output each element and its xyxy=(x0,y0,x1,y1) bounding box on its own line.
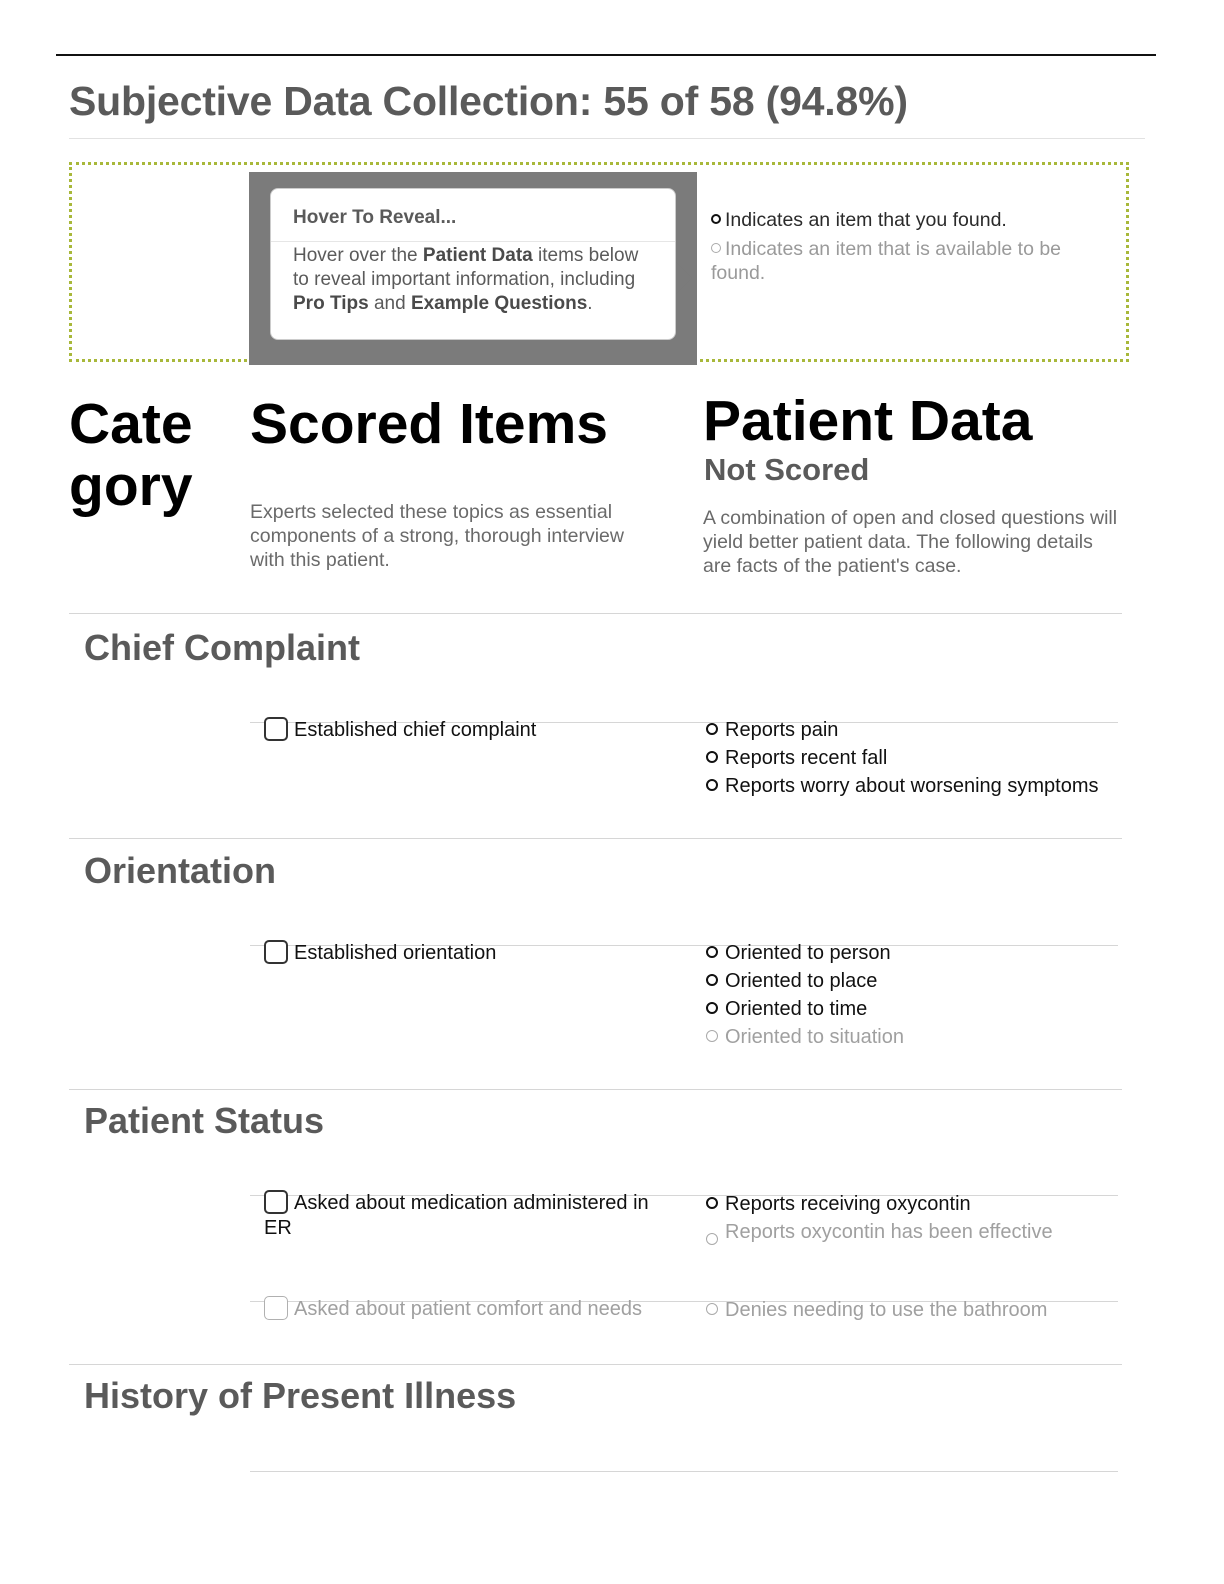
hover-tooltip-card xyxy=(270,188,676,340)
patient-data-list xyxy=(706,716,1126,800)
scored-item[interactable]: Established chief complaint xyxy=(264,718,674,743)
found-circle-icon xyxy=(706,779,718,791)
section-divider xyxy=(69,1089,1122,1090)
patient-data-item[interactable]: Oriented to person xyxy=(706,939,1126,967)
checkbox-icon[interactable] xyxy=(264,1190,288,1214)
patient-data-item[interactable]: Reports pain xyxy=(706,716,1126,744)
scored-item[interactable]: Asked about medication administered in ER xyxy=(264,1191,674,1240)
patient-data-item[interactable]: Reports receiving oxycontin xyxy=(706,1190,1126,1218)
tooltip-arrow-icon xyxy=(676,262,692,294)
found-circle-icon xyxy=(706,1197,718,1209)
section-divider xyxy=(69,613,1122,614)
patient-data-item[interactable]: Reports recent fall xyxy=(706,744,1126,772)
section-title-patient-status: Patient Status xyxy=(84,1100,325,1141)
section-title-orientation: Orientation xyxy=(84,850,277,891)
found-circle-icon xyxy=(706,946,718,958)
tooltip-body: Hover over the Patient Data items below to reveal important information, including Pro Tips and Example Questions. xyxy=(293,245,639,314)
patient-data-list xyxy=(706,1190,1126,1246)
scored-item[interactable]: Established orientation xyxy=(264,941,674,966)
patient-data-item[interactable]: Reports oxycontin has been effective xyxy=(706,1218,1126,1246)
found-circle-icon xyxy=(706,723,718,735)
patient-data-item[interactable]: Denies needing to use the bathroom xyxy=(706,1296,1126,1324)
scored-items-description: Experts selected these topics as essential components of a strong, thorough interview with this patient. xyxy=(250,501,624,571)
scored-items-header: Scored Items xyxy=(250,392,608,456)
tooltip-title: Hover To Reveal... xyxy=(293,207,457,228)
tooltip-divider xyxy=(271,241,675,242)
section-divider xyxy=(69,1364,1122,1365)
available-circle-icon xyxy=(706,1030,718,1042)
patient-data-item[interactable]: Oriented to situation xyxy=(706,1023,1126,1051)
found-circle-icon xyxy=(706,974,718,986)
patient-data-description: A combination of open and closed questions will yield better patient data. The following details are facts of the patient's case. xyxy=(703,507,1118,577)
section-divider xyxy=(69,838,1122,839)
not-scored-subheader: Not Scored xyxy=(704,452,870,487)
found-circle-icon xyxy=(706,751,718,763)
category-header: Cate gory xyxy=(69,392,193,518)
available-circle-icon xyxy=(706,1303,718,1315)
item-divider xyxy=(250,1471,1118,1472)
patient-data-list xyxy=(706,1296,1126,1324)
legend xyxy=(711,208,1111,285)
top-rule xyxy=(56,54,1156,56)
checkbox-icon[interactable] xyxy=(264,1296,288,1320)
available-circle-icon xyxy=(711,243,721,253)
patient-data-list xyxy=(706,939,1126,1051)
patient-data-item[interactable]: Oriented to place xyxy=(706,967,1126,995)
available-circle-icon xyxy=(706,1233,718,1245)
patient-data-header: Patient Data xyxy=(703,389,1033,453)
scored-item[interactable]: Asked about patient comfort and needs xyxy=(264,1297,674,1322)
checkbox-icon[interactable] xyxy=(264,717,288,741)
found-circle-icon xyxy=(706,1002,718,1014)
legend-found: Indicates an item that you found. xyxy=(711,208,1111,232)
legend-available: Indicates an item that is available to be found. xyxy=(711,238,1062,284)
section-title-history-of-present-illness: History of Present Illness xyxy=(84,1375,517,1416)
section-title-chief-complaint: Chief Complaint xyxy=(84,627,360,668)
title-divider xyxy=(69,138,1145,139)
checkbox-icon[interactable] xyxy=(264,940,288,964)
patient-data-item[interactable]: Oriented to time xyxy=(706,995,1126,1023)
patient-data-item[interactable]: Reports worry about worsening symptoms xyxy=(706,772,1126,800)
page-title: Subjective Data Collection: 55 of 58 (94.8%) xyxy=(69,78,908,124)
found-circle-icon xyxy=(711,214,721,224)
